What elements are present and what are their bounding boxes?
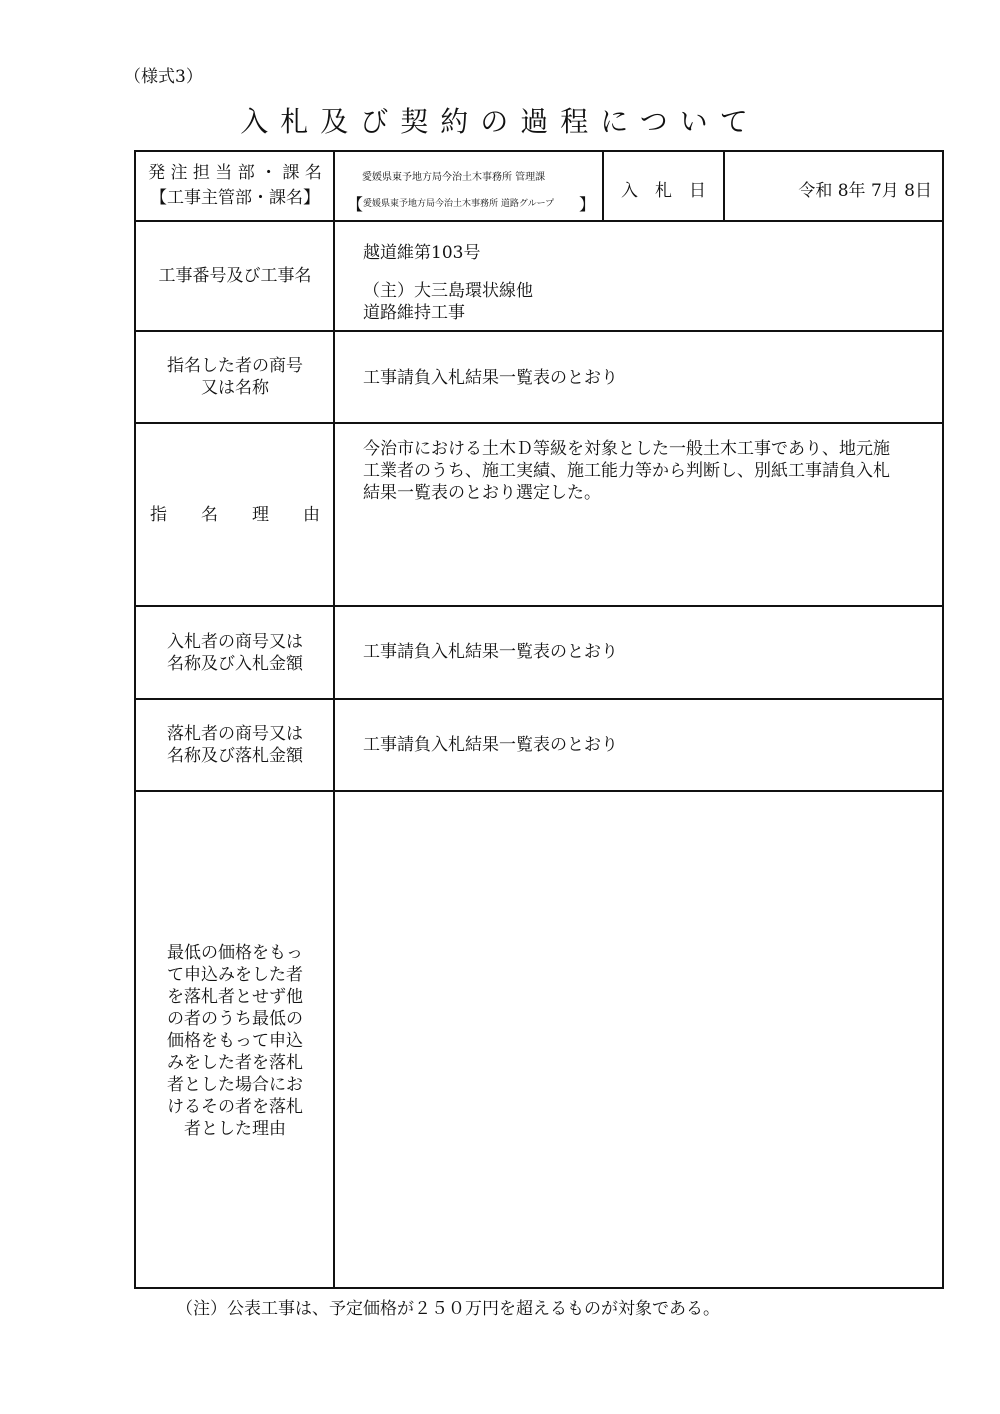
winner-label-line1: 落札者の商号又は [167,724,303,744]
form-table [134,150,944,1289]
form-number: （様式3） [124,67,203,87]
bracket-open: 【 [347,195,364,214]
document-title: 入札及び契約の過程について [240,105,760,138]
exception-label-line: の者のうち最低の [167,1008,303,1029]
dept-value-cell [335,152,602,220]
dept-label: 発 注 担 当 部 ・ 課 名 [148,163,322,183]
exception-label-line: 者とした場合にお [167,1074,303,1095]
dept-sub-value: 愛媛県東予地方局今治土木事務所 道路グループ [363,199,555,209]
winner-label [136,700,334,790]
exception-label-line: 価格をもって申込 [167,1030,303,1051]
designated-value: 工事請負入札結果一覧表のとおり [363,368,618,388]
dept-sub-value-row [347,190,597,214]
project-label: 工事番号及び工事名 [158,266,312,286]
exception-label-line: けるその者を落札 [167,1096,303,1117]
bidders-value: 工事請負入札結果一覧表のとおり [363,642,618,662]
dept-value: 愛媛県東予地方局今治土木事務所 管理課 [362,172,546,183]
exception-label-line: 最低の価格をもっ [167,942,303,963]
reason-line3: 結果一覧表のとおり選定した。 [363,483,601,503]
exception-label [136,792,334,1289]
designated-label-line1: 指名した者の商号 [167,356,303,376]
bidders-label [136,607,334,698]
project-name-line2: 道路維持工事 [363,303,465,323]
winner-value: 工事請負入札結果一覧表のとおり [363,735,618,755]
dept-label-cell [136,152,334,220]
reason-line1: 今治市における土木Ｄ等級を対象とした一般土木工事であり、地元施 [363,439,890,459]
bid-date-label: 入 札 日 [621,181,706,201]
designated-label [136,332,334,422]
reason-line2: 工業者のうち、施工実績、施工能力等から判断し、別紙工事請負入札 [363,461,890,481]
reason-label: 指 名 理 由 [150,504,320,525]
winner-label-line2: 名称及び落札金額 [167,746,303,766]
exception-label-line: て申込みをした者 [167,964,303,985]
bidders-label-line2: 名称及び入札金額 [167,653,303,674]
footnote: （注）公表工事は、予定価格が２５０万円を超えるものが対象である。 [176,1299,720,1319]
exception-label-line: みをした者を落札 [167,1052,303,1073]
exception-label-line: 者とした理由 [184,1118,286,1139]
designated-label-line2: 又は名称 [201,378,269,398]
bidders-label-line1: 入札者の商号又は [167,631,303,652]
exception-label-line: を落札者とせず他 [167,986,303,1007]
bracket-close: 】 [579,195,596,214]
project-number: 越道維第103号 [363,243,481,263]
dept-sub-label: 【工事主管部・課名】 [150,188,320,208]
project-name-line1: （主）大三島環状線他 [363,281,533,301]
bid-date-value: 令和 8年 7月 8日 [798,181,932,201]
